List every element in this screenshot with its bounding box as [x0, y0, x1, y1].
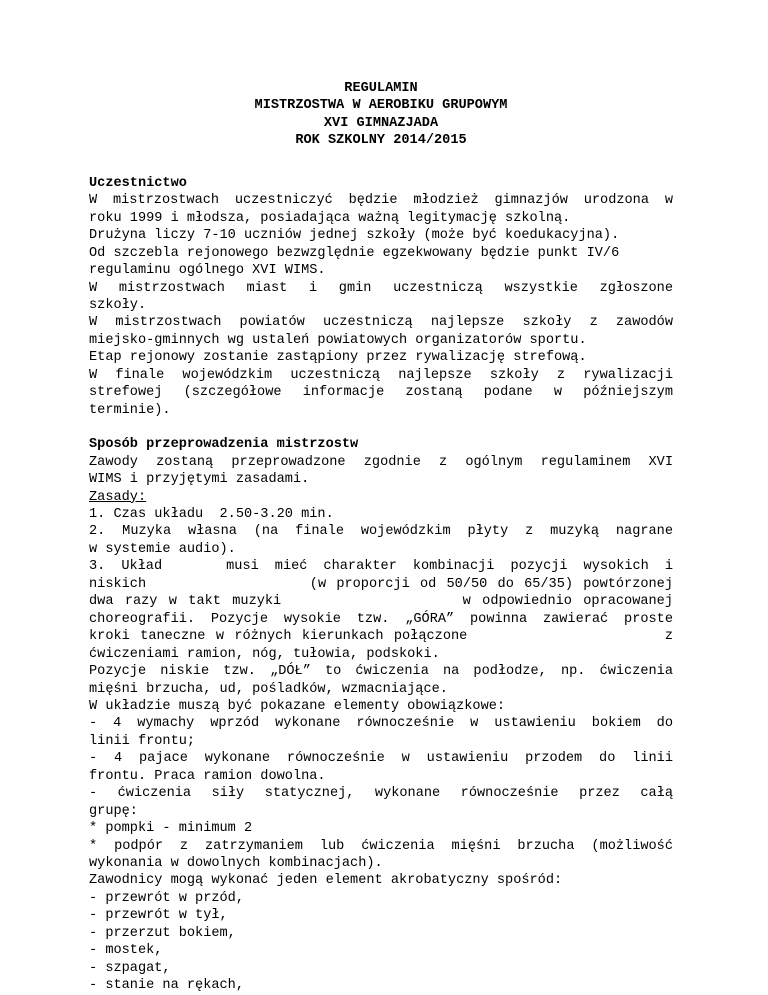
- text-line: terminie).: [89, 402, 171, 418]
- document-page: [89, 80, 673, 995]
- list-item: - przerzut bokiem,: [89, 925, 236, 941]
- text-line: W finale wojewódzkim uczestniczą najlepsze szkoły z rywalizacji: [89, 367, 673, 383]
- section-heading: Uczestnictwo: [89, 175, 187, 191]
- list-item: - szpagat,: [89, 960, 171, 976]
- title-line: REGULAMIN: [344, 81, 418, 96]
- text-line: choreografii. Pozycje wysokie tzw. „GÓRA” powinna zawierać proste: [89, 611, 673, 627]
- text-line: Zawody zostaną przeprowadzone zgodnie z ogólnym regulaminem XVI: [89, 454, 673, 470]
- text-line: w systemie audio).: [89, 541, 236, 557]
- text-line: kroki taneczne w różnych kierunkach połączone z: [89, 629, 673, 645]
- text-line: niskich (w proporcji od 50/50 do 65/35) powtórzonej: [89, 576, 673, 592]
- text-line: W mistrzostwach miast i gmin uczestniczą wszystkie zgłoszone: [89, 280, 673, 296]
- title-line: ROK SZKOLNY 2014/2015: [295, 133, 467, 149]
- text-line: * pompki - minimum 2: [89, 821, 253, 837]
- text-line: ćwiczeniami ramion, nóg, tułowia, podskoki.: [89, 646, 440, 662]
- text-line: Od szczebla rejonowego bezwzględnie egzekwowany będzie punkt IV/6: [89, 245, 620, 261]
- text-line: szkoły.: [89, 297, 147, 313]
- text-line: roku 1999 i młodsza, posiadająca ważną legitymację szkolną.: [89, 210, 571, 226]
- text-line: WIMS i przyjętymi zasadami.: [89, 472, 310, 488]
- text-line: 3. Układ musi mieć charakter kombinacji pozycji wysokich i: [89, 559, 673, 575]
- text-line: frontu. Praca ramion dowolna.: [89, 768, 326, 784]
- rules-label: Zasady:: [89, 489, 147, 505]
- text-line: Etap rejonowy zostanie zastąpiony przez rywalizację strefową.: [89, 350, 587, 366]
- text-line: strefowej (szczegółowe informacje zostaną podane w późniejszym: [89, 385, 673, 401]
- text-line: W układzie muszą być pokazane elementy obowiązkowe:: [89, 698, 506, 714]
- list-item: - mostek,: [89, 943, 163, 959]
- text-line: dwa razy w takt muzyki w odpowiednio opracowanej: [89, 594, 673, 610]
- text-line: Zawodnicy mogą wykonać jeden element akrobatyczny spośród:: [89, 873, 563, 889]
- text-line: 1. Czas układu 2.50-3.20 min.: [89, 506, 334, 522]
- text-line: W mistrzostwach powiatów uczestniczą najlepsze szkoły z zawodów: [89, 315, 673, 331]
- text-line: Pozycje niskie tzw. „DÓŁ” to ćwiczenia na podłodze, np. ćwiczenia: [89, 664, 673, 680]
- text-line: - ćwiczenia siły statycznej, wykonane równocześnie przez całą: [89, 786, 673, 802]
- list-item: - stanie na rękach,: [89, 978, 244, 994]
- text-line: - 4 wymachy wprzód wykonane równocześnie w ustawieniu bokiem do: [89, 716, 673, 732]
- text-line: grupę:: [89, 803, 138, 819]
- text-line: 2. Muzyka własna (na finale wojewódzkim płyty z muzyką nagrane: [89, 524, 673, 540]
- list-item: - przewrót w tył,: [89, 908, 228, 924]
- document-title: [89, 80, 673, 150]
- text-line: linii frontu;: [89, 733, 196, 749]
- text-line: mięśni brzucha, ud, pośladków, wzmacniające.: [89, 681, 448, 697]
- text-line: miejsko-gminnych wg ustaleń powiatowych organizatorów sportu.: [89, 332, 587, 348]
- title-line: MISTRZOSTWA W AEROBIKU GRUPOWYM: [254, 98, 508, 114]
- section-heading: Sposób przeprowadzenia mistrzostw: [89, 437, 359, 453]
- text-line: W mistrzostwach uczestniczyć będzie młodzież gimnazjów urodzona w: [89, 193, 673, 209]
- text-line: regulaminu ogólnego XVI WIMS.: [89, 263, 326, 279]
- section-uczestnictwo: [89, 175, 673, 419]
- text-line: Drużyna liczy 7-10 uczniów jednej szkoły (może być koedukacyjna).: [89, 228, 620, 244]
- list-item: - przewrót w przód,: [89, 890, 244, 906]
- text-line: - 4 pajace wykonane równocześnie w ustawieniu przodem do linii: [89, 751, 673, 767]
- section-sposob-przeprowadzenia: [89, 436, 673, 995]
- title-line: XVI GIMNAZJADA: [323, 115, 439, 131]
- text-line: wykonania w dowolnych kombinacjach).: [89, 856, 383, 872]
- text-line: * podpór z zatrzymaniem lub ćwiczenia mięśni brzucha (możliwość: [89, 838, 673, 854]
